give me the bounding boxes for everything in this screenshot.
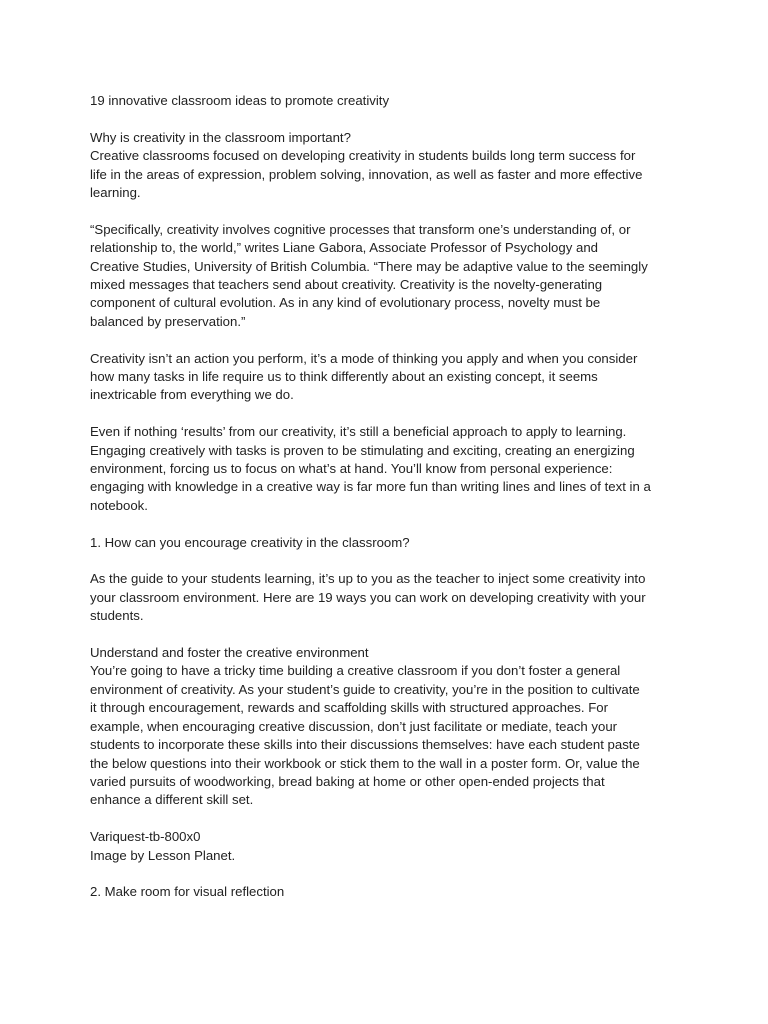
text-line: 19 innovative classroom ideas to promote creativity xyxy=(90,93,390,108)
document-title xyxy=(90,92,690,110)
text-line: your classroom environment. Here are 19 ways you can work on developing creativity with your xyxy=(90,589,646,605)
image-credit: Image by Lesson Planet. xyxy=(90,847,236,863)
text-line: notebook. xyxy=(90,497,148,513)
text-line: environment, forcing us to focus on what’s at hand. You’ll know from personal experience: xyxy=(90,461,613,477)
text-line: Engaging creatively with tasks is proven to be stimulating and exciting, creating an energizing xyxy=(90,442,635,458)
paragraph-beneficial-approach xyxy=(90,423,690,515)
text-line: 1. How can you encourage creativity in the classroom? xyxy=(90,534,410,550)
text-line: enhance a different skill set. xyxy=(90,792,254,808)
paragraph-why-creativity xyxy=(90,129,690,203)
paragraph-guide xyxy=(90,570,690,625)
text-line: “Specifically, creativity involves cognitive processes that transform one’s understanding of, or xyxy=(90,221,631,237)
text-line: balanced by preservation.” xyxy=(90,313,246,329)
text-line: learning. xyxy=(90,185,141,201)
text-line: Creative classrooms focused on developing creativity in students builds long term success for xyxy=(90,148,636,164)
text-line: Creative Studies, University of British Columbia. “There may be adaptive value to the seemingly xyxy=(90,258,648,274)
image-caption xyxy=(90,828,690,865)
section-heading: Understand and foster the creative environment xyxy=(90,645,369,661)
document-page xyxy=(90,92,690,920)
section-heading-1 xyxy=(90,534,690,552)
text-line: As the guide to your students learning, it’s up to you as the teacher to inject some creativity into xyxy=(90,571,646,587)
text-line: varied pursuits of woodworking, bread baking at home or other open-ended projects that xyxy=(90,773,605,789)
text-line: environment of creativity. As your student’s guide to creativity, you’re in the position to cultivate xyxy=(90,681,640,697)
section-heading-2 xyxy=(90,883,690,901)
paragraph-creative-environment xyxy=(90,644,690,810)
text-line: students to incorporate these skills into their discussions themselves: have each student paste xyxy=(90,737,640,753)
text-line: example, when encouraging creative discussion, don’t just facilitate or mediate, teach your xyxy=(90,718,618,734)
text-line: Creativity isn’t an action you perform, it’s a mode of thinking you apply and when you consider xyxy=(90,350,638,366)
text-line: it through encouragement, rewards and scaffolding skills with structured approaches. For xyxy=(90,700,609,716)
section-heading: Why is creativity in the classroom important? xyxy=(90,129,351,145)
text-line: the below questions into their workbook or stick them to the wall in a poster form. Or, value the xyxy=(90,755,640,771)
text-line: students. xyxy=(90,608,144,624)
text-line: relationship to, the world,” writes Liane Gabora, Associate Professor of Psychology and xyxy=(90,240,598,256)
text-line: 2. Make room for visual reflection xyxy=(90,884,285,900)
image-filename: Variquest-tb-800x0 xyxy=(90,829,201,845)
text-line: mixed messages that teachers send about creativity. Creativity is the novelty-generating xyxy=(90,277,603,293)
text-line: Even if nothing ‘results’ from our creativity, it’s still a beneficial approach to apply to learning. xyxy=(90,424,627,440)
text-line: You’re going to have a tricky time building a creative classroom if you don’t foster a general xyxy=(90,663,621,679)
text-line: component of cultural evolution. As in any kind of evolutionary process, novelty must be xyxy=(90,295,601,311)
paragraph-mode-of-thinking xyxy=(90,350,690,405)
text-line: inextricable from everything we do. xyxy=(90,387,294,403)
text-line: engaging with knowledge in a creative way is far more fun than writing lines and lines of text in a xyxy=(90,479,651,495)
text-line: life in the areas of expression, problem solving, innovation, as well as faster and more effective xyxy=(90,166,643,182)
paragraph-quote xyxy=(90,221,690,331)
text-line: how many tasks in life require us to think differently about an existing concept, it seems xyxy=(90,369,598,385)
